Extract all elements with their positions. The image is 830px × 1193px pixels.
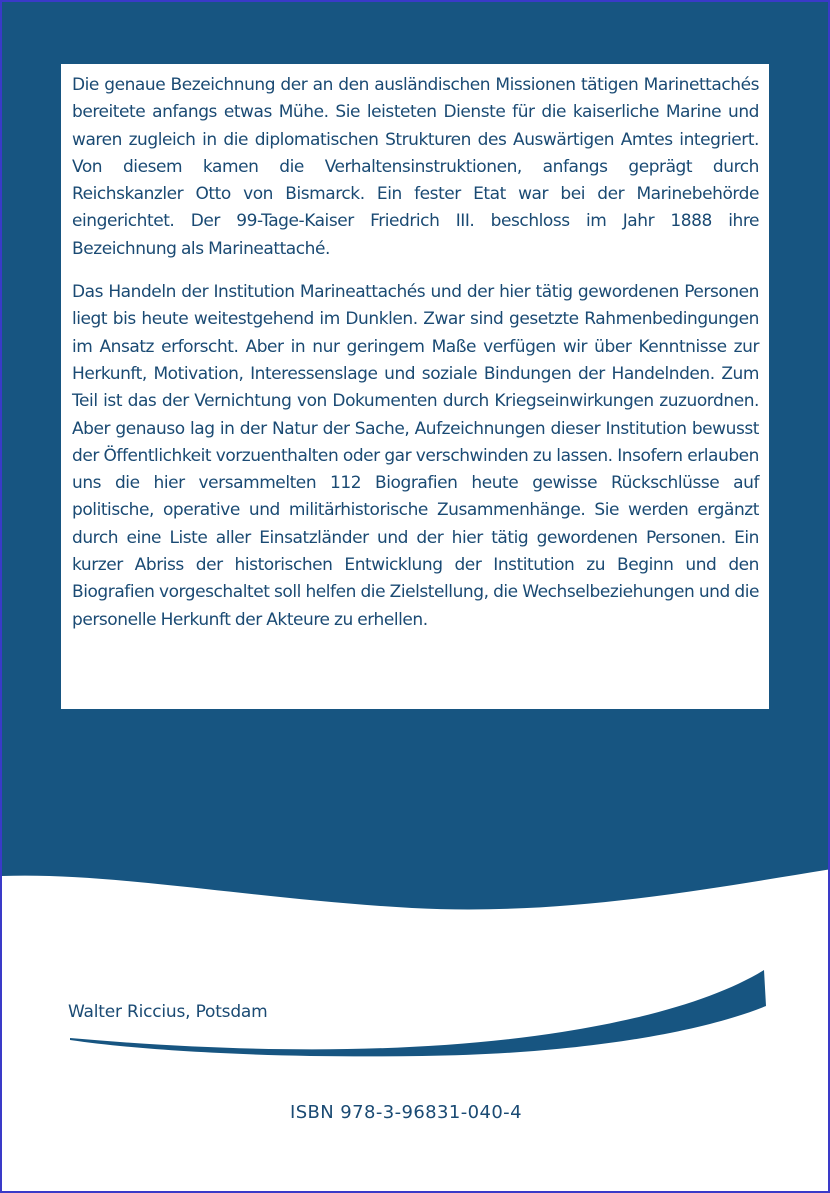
- blurb-paragraph-1: Die genaue Bezeichnung der an den ausländischen Missionen tätigen Marinettachés bereitete anfangs etwas Mühe. Sie leisteten Dienste für die kaiserliche Marine und waren zugleich in die diplomatischen Strukturen des Auswärtigen Amtes integriert. Von diesem kamen die Verhaltensinstruktionen, anfangs geprägt durch Reichskanzler Otto von Bismarck. Ein fester Etat war bei der Marinebehörde eingerichtet. Der 99-Tage-Kaiser Friedrich III. beschloss im Jahr 1888 ihre Bezeichnung als Marineattaché.: [72, 75, 759, 259]
- blurb-text-box: [61, 64, 769, 709]
- author-line: Walter Riccius, Potsdam: [68, 1002, 268, 1022]
- isbn-number: ISBN 978-3-96831-040-4: [290, 1102, 522, 1123]
- blurb-paragraph-2: Das Handeln der Institution Marineattachés und der hier tätig gewordenen Personen liegt bis heute weitestgehend im Dunklen. Zwar sind gesetzte Rahmenbedingungen im Ansatz erforscht. Aber in nur geringem Maße verfügen wir über Kenntnisse zur Herkunft, Motivation, Interessenslage und soziale Bindungen der Handelnden. Zum Teil ist das der Vernichtung von Dokumenten durch Kriegseinwirkungen zuzuordnen. Aber genauso lag in der Natur der Sache, Aufzeichnungen dieser Institution bewusst der Öffentlichkeit vorzuenthalten oder gar verschwinden zu lassen. Insofern erlauben uns die hier versammelten 112 Biografien heute gewisse Rückschlüsse auf politische, operative und militärhistorische Zusammenhänge. Sie werden ergänzt durch eine Liste aller Einsatzländer und der hier tätig gewordenen Personen. Ein kurzer Abriss der historischen Entwicklung der Institution zu Beginn und den Biografien vorgeschaltet soll helfen die Zielstellung, die Wechselbeziehungen und die personelle Herkunft der Akteure zu erhellen.: [72, 282, 759, 630]
